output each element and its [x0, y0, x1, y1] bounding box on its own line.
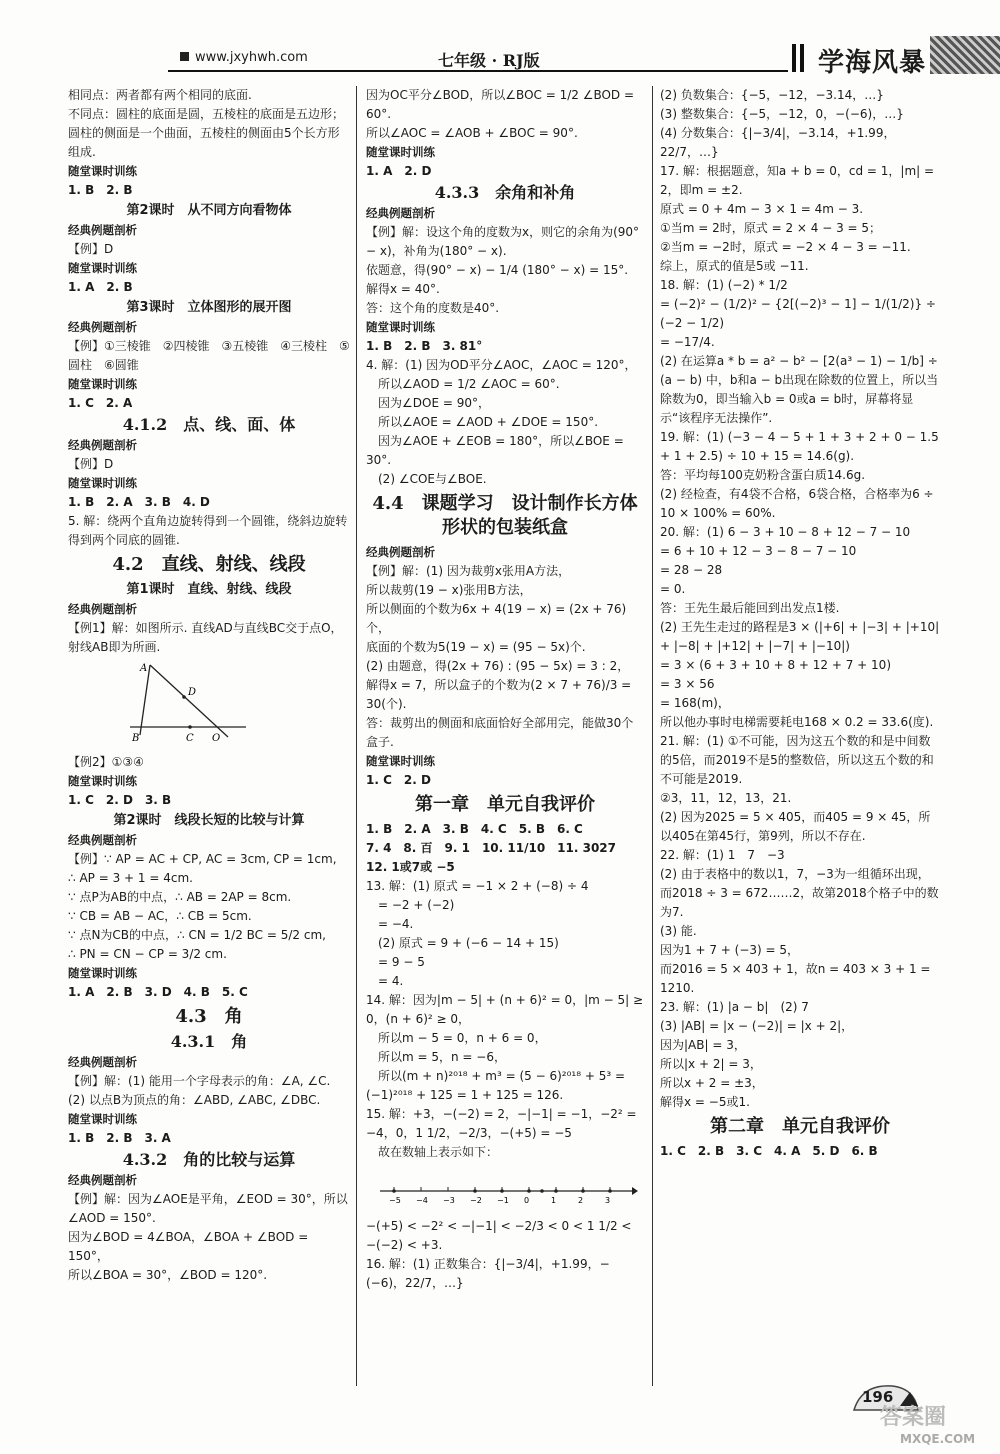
- answer-text: 【例1】解：如图所示. 直线AD与直线BC交于点O，射线AB即为所画.: [68, 621, 343, 654]
- answer-text: 综上，原式的值是5或 −11.: [660, 259, 809, 273]
- answer-text: 而2018 ÷ 3 = 672……2，故第2018个格子中的数为7.: [660, 886, 939, 919]
- number-line-label: −4: [416, 1196, 428, 1205]
- answer-text: 不同点：圆柱的底面是圆，五棱柱的底面是五边形；圆柱的侧面是一个曲面，五棱柱的侧面由5个长方形组成.: [68, 107, 345, 159]
- answer-text: 17. 解：根据题意，知a + b = 0，cd = 1，|m| = 2，即m = ±2.: [660, 164, 938, 197]
- watermark-logo: 答案圈: [880, 1405, 947, 1430]
- answer-key: 1. C 2. D: [366, 773, 431, 787]
- answer-text: 而2016 = 5 × 403 + 1，故n = 403 × 3 + 1 = 1210.: [660, 962, 935, 995]
- section-title: 4.3.3 余角和补角: [434, 183, 576, 202]
- answer-text: −(+5) < −2² < −|−1| < −2/3 < 0 < 1 1/2 < −(−2) < +3.: [366, 1219, 636, 1252]
- answer-text: (2) 在运算a * b = a² − b² − [2(a³ − 1) − 1/b] ÷ (a − b) 中，b和a − b出现在除数的位置上，所以当除数为0，即当输入b = 0或a = b时，屏幕将显示“该程序无法操作”.: [660, 354, 942, 425]
- answer-text: 解得x = 40°.: [366, 282, 440, 296]
- answer-text: (2) 由题意，得(2x + 76) : (95 − 5x) = 3 : 2，: [366, 659, 630, 673]
- answer-text: ∴ AP = 3 + 1 = 4cm.: [68, 871, 193, 885]
- answer-text: ①当m = 2时，原式 = 2 × 4 − 3 = 5；: [660, 221, 882, 235]
- section-label: 经典例题剖析: [68, 602, 137, 616]
- answer-text: 所以m − 5 = 0，n + 6 = 0，: [366, 1031, 547, 1045]
- lesson-title: 第2课时 线段长短的比较与计算: [113, 813, 305, 828]
- chapter-title: 4.2 直线、射线、线段: [112, 554, 306, 575]
- answer-column-3: [660, 86, 943, 1161]
- answer-text: 22. 解：(1) 1 7 −3: [660, 848, 785, 862]
- number-line-label: −1: [497, 1196, 509, 1205]
- section-label: 经典例题剖析: [68, 320, 137, 334]
- answer-text: = −17/4.: [660, 335, 715, 349]
- figure-point-label: D: [188, 687, 197, 698]
- answer-text: 【例】①三棱锥 ②四棱锥 ③五棱锥 ④三棱柱 ⑤圆柱 ⑥圆锥: [68, 339, 350, 372]
- answer-key: 1. A 2. B 3. D 4. B 5. C: [68, 985, 248, 999]
- figure-point-label: O: [212, 733, 221, 743]
- answer-text: = 168(m)，: [660, 696, 730, 710]
- header-rule: [168, 70, 788, 72]
- section-label: 随堂课时训练: [68, 261, 137, 275]
- answer-key: 12. 1或7或 −5: [366, 860, 455, 874]
- answer-text: 19. 解：(1) (−3 − 4 − 5 + 1 + 3 + 2 + 0 − 1.5 + 1 + 2.5) ÷ 10 + 15 = 14.6(g).: [660, 430, 943, 463]
- answer-text: (2) 由于表格中的数以1，7，−3为一组循环出现，: [660, 867, 930, 881]
- website-url: [180, 50, 308, 65]
- page-number: 196: [862, 1388, 894, 1406]
- answer-text: 因为1 + 7 + (−3) = 5，: [660, 943, 800, 957]
- figure-point-label: B: [132, 733, 140, 743]
- section-label: 经典例题剖析: [68, 223, 137, 237]
- section-label: 经典例题剖析: [366, 545, 435, 559]
- section-label: 经典例题剖析: [68, 1173, 137, 1187]
- answer-text: ②当m = −2时，原式 = −2 × 4 − 3 = −11.: [660, 240, 911, 254]
- section-label: 随堂课时训练: [68, 966, 137, 980]
- square-bullet-icon: [180, 52, 189, 61]
- answer-text: 原式 = 0 + 4m − 3 × 1 = 4m − 3.: [660, 202, 864, 216]
- answer-text: 解得x = −5或1.: [660, 1095, 750, 1109]
- number-line-point: [581, 1189, 585, 1193]
- answer-text: ∴ PN = CN − CP = 3/2 cm.: [68, 947, 227, 961]
- section-label: 随堂课时训练: [68, 164, 137, 178]
- answer-text: = −4.: [366, 917, 414, 931]
- answer-text: = −2 + (−2): [366, 898, 455, 912]
- answer-text: ∵ 点N为CB的中点，∴ CN = 1/2 BC = 5/2 cm,: [68, 928, 326, 942]
- answer-text: 因为∠BOD = 4∠BOA，∠BOA + ∠BOD = 150°，: [68, 1230, 313, 1263]
- chapter-title: 4.3 角: [175, 1006, 243, 1027]
- chapter-title: 第一章 单元自我评价: [415, 794, 595, 815]
- answer-text: 依题意，得(90° − x) − 1/4 (180° − x) = 15°.: [366, 263, 629, 277]
- section-title: 4.1.2 点、线、面、体: [122, 415, 296, 434]
- number-line-label: −3: [443, 1196, 455, 1205]
- brand-bars-icon: [792, 44, 810, 72]
- answer-text: 18. 解：(1) (−2) * 1/2: [660, 278, 788, 292]
- answer-text: (2) ∠COE与∠BOE.: [366, 472, 487, 486]
- answer-text: 所以(m + n)²⁰¹⁸ + m³ = (5 − 6)²⁰¹⁸ + 5³ = (−1)²⁰¹⁸ + 125 = 1 + 125 = 126.: [366, 1069, 629, 1102]
- answer-text: = 3 × (6 + 3 + 10 + 8 + 12 + 7 + 10): [660, 658, 891, 672]
- answer-text: 所以|x + 2| = 3，: [660, 1057, 762, 1071]
- section-label: 经典例题剖析: [68, 1055, 137, 1069]
- answer-text: (2) 原式 = 9 + (−6 − 14 + 15): [366, 936, 559, 950]
- answer-text: = 3 × 56: [660, 677, 715, 691]
- answer-text: 【例】D: [68, 242, 114, 256]
- answer-key: 7. 4 8. 百 9. 1 10. 11/10 11. 3027: [366, 841, 617, 855]
- section-label: 随堂课时训练: [366, 754, 435, 768]
- answer-text: ②3，11，12，13，21.: [660, 791, 792, 805]
- number-line-label: −5: [389, 1196, 401, 1205]
- answer-text: = 9 − 5: [366, 955, 425, 969]
- number-line-point: [540, 1189, 544, 1193]
- answer-text: 所以裁剪(19 − x)张用B方法，: [366, 583, 532, 597]
- number-line-point: [473, 1189, 477, 1193]
- chapter-title: 4.4 课题学习 设计制作长方体形状的包装纸盒: [372, 493, 638, 538]
- geometry-figure: [128, 661, 248, 743]
- brand-logo: 学海风暴: [818, 48, 927, 78]
- answer-text: 答：这个角的度数是40°.: [366, 301, 500, 315]
- website-text: www.jxyhwh.com: [195, 50, 308, 65]
- section-label: 经典例题剖析: [366, 206, 435, 220]
- section-label: 经典例题剖析: [68, 438, 137, 452]
- answer-text: (3) 能.: [660, 924, 697, 938]
- section-label: 随堂课时训练: [68, 476, 137, 490]
- corner-pattern: [930, 36, 1000, 74]
- section-label: 随堂课时训练: [366, 320, 435, 334]
- answer-text: 所以x + 2 = ±3，: [660, 1076, 764, 1090]
- answer-text: (2) 以点B为顶点的角：∠ABD, ∠ABC, ∠DBC.: [68, 1093, 321, 1107]
- answer-text: 16. 解：(1) 正数集合：{|−3/4|，+1.99，−(−6)，22/7，…}: [366, 1257, 610, 1290]
- answer-column-2: [366, 86, 647, 1293]
- column-divider: [652, 86, 653, 1386]
- lesson-title: 第2课时 从不同方向看物体: [126, 203, 292, 218]
- number-line-label: 2: [578, 1196, 584, 1205]
- answer-text: = 28 − 28: [660, 563, 723, 577]
- answer-key: 1. C 2. B 3. C 4. A 5. D 6. B: [660, 1144, 878, 1158]
- number-line-point: [608, 1189, 612, 1193]
- answer-text: 答：王先生最后能回到出发点1楼.: [660, 601, 840, 615]
- answer-key: 1. B 2. B 3. 81°: [366, 339, 483, 353]
- answer-text: 所以∠AOC = ∠AOB + ∠BOC = 90°.: [366, 126, 578, 140]
- section-label: 随堂课时训练: [68, 774, 137, 788]
- answer-text: 20. 解：(1) 6 − 3 + 10 − 8 + 12 − 7 − 10: [660, 525, 911, 539]
- answer-text: (2) 因为2025 = 5 × 405，而405 = 9 × 45，所以405在第45行，第9列，所以不存在.: [660, 810, 931, 843]
- number-line-label: 1: [551, 1196, 557, 1205]
- answer-text: (4) 分数集合：{|−3/4|，−3.14，+1.99，22/7，…}: [660, 126, 896, 159]
- number-line-point: [554, 1189, 558, 1193]
- answer-text: 【例】D: [68, 457, 114, 471]
- column-divider: [356, 86, 357, 1386]
- answer-text: 故在数轴上表示如下：: [366, 1145, 499, 1159]
- answer-text: = 6 + 10 + 12 − 3 − 8 − 7 − 10: [660, 544, 857, 558]
- answer-text: 底面的个数为5(19 − x) = (95 − 5x)个.: [366, 640, 586, 654]
- number-line-label: 0: [524, 1196, 530, 1205]
- answer-text: (2) 王先生走过的路程是3 × (|+6| + |−3| + |+10| + |−8| + |+12| + |−7| + |−10|): [660, 620, 943, 653]
- answer-text: 答：平均每100克奶粉含蛋白质14.6g.: [660, 468, 866, 482]
- answer-text: (2) 经检查，有4袋不合格，6袋合格，合格率为6 ÷ 10 × 100% = 60%.: [660, 487, 938, 520]
- answer-text: 解得x = 7，所以盒子的个数为(2 × 7 + 76)/3 = 30(个).: [366, 678, 636, 711]
- answer-text: 5. 解：绕两个直角边旋转得到一个圆锥，绕斜边旋转得到两个同底的圆锥.: [68, 514, 348, 547]
- answer-text: 因为|AB| = 3，: [660, 1038, 746, 1052]
- answer-text: 所以∠AOE = ∠AOD + ∠DOE = 150°.: [366, 415, 599, 429]
- answer-text: 因为∠DOE = 90°，: [366, 396, 490, 410]
- answer-text: 所以∠AOD = 1/2 ∠AOC = 60°.: [366, 377, 560, 391]
- section-label: 随堂课时训练: [68, 1112, 137, 1126]
- number-line-point: [392, 1189, 396, 1193]
- number-line: [376, 1165, 638, 1209]
- answer-key: 1. B 2. A 3. B 4. C 5. B 6. C: [366, 822, 583, 836]
- answer-text: 15. 解：+3，−(−2) = 2，−|−1| = −1，−2² = −4，0，1 1/2，−2/3，−(+5) = −5: [366, 1107, 641, 1140]
- answer-text: 23. 解：(1) |a − b| (2) 7: [660, 1000, 809, 1014]
- section-label: 随堂课时训练: [366, 145, 435, 159]
- answer-text: 相同点：两者都有两个相同的底面.: [68, 88, 252, 102]
- answer-key: 1. C 2. A: [68, 396, 133, 410]
- section-title: 4.3.2 角的比较与运算: [122, 1150, 296, 1169]
- answer-key: 1. B 2. B: [68, 183, 133, 197]
- answer-text: (2) 负数集合：{−5，−12，−3.14，…}: [660, 88, 884, 102]
- number-line-label: 3: [605, 1196, 611, 1205]
- answer-text: 【例2】①③④: [68, 755, 144, 769]
- grade-title: 七年级 · RJ版: [438, 51, 540, 70]
- answer-key: 1. B 2. A 3. B 4. D: [68, 495, 210, 509]
- answer-text: 答：裁剪出的侧面和底面恰好全部用完，能做30个盒子.: [366, 716, 634, 749]
- section-title: 4.3.1 角: [170, 1032, 248, 1051]
- answer-text: 【例】解：(1) 因为裁剪x张用A方法，: [366, 564, 571, 578]
- section-label: 随堂课时训练: [68, 377, 137, 391]
- section-label: 经典例题剖析: [68, 833, 137, 847]
- answer-text: 所以∠BOA = 30°，∠BOD = 120°.: [68, 1268, 268, 1282]
- answer-text: 因为OC平分∠BOD，所以∠BOC = 1/2 ∠BOD = 60°.: [366, 88, 638, 121]
- answer-text: 4. 解：(1) 因为OD平分∠AOC，∠AOC = 120°，: [366, 358, 637, 372]
- answer-key: 1. A 2. B: [68, 280, 133, 294]
- answer-text: ∵ 点P为AB的中点，∴ AB = 2AP = 8cm.: [68, 890, 292, 904]
- answer-text: 14. 解：因为|m − 5| + (n + 6)² = 0，|m − 5| ≥ 0，(n + 6)² ≥ 0，: [366, 993, 647, 1026]
- lesson-title: 第1课时 直线、射线、线段: [126, 582, 292, 597]
- answer-text: (3) |AB| = |x − (−2)| = |x + 2|，: [660, 1019, 854, 1033]
- answer-text: 所以m = 5，n = −6，: [366, 1050, 506, 1064]
- answer-text: 【例】∵ AP = AC + CP, AC = 3cm, CP = 1cm,: [68, 852, 337, 866]
- answer-key: 1. C 2. D 3. B: [68, 793, 172, 807]
- lesson-title: 第3课时 立体图形的展开图: [126, 300, 292, 315]
- figure-point-label: A: [140, 663, 148, 674]
- watermark-url: MXQE.COM: [900, 1432, 976, 1446]
- answer-text: = 4.: [366, 974, 404, 988]
- answer-text: = 0.: [660, 582, 686, 596]
- chapter-title: 第二章 单元自我评价: [710, 1116, 890, 1137]
- answer-column-1: [68, 86, 350, 1285]
- answer-text: ∵ CB = AB − AC，∴ CB = 5cm.: [68, 909, 252, 923]
- answer-key: 1. B 2. B 3. A: [68, 1131, 171, 1145]
- answer-text: = (−2)² − (1/2)² − {2[(−2)³ − 1] − 1/(1/2)} ÷ (−2 − 1/2): [660, 297, 940, 330]
- answer-text: 【例】解：(1) 能用一个字母表示的角：∠A, ∠C.: [68, 1074, 331, 1088]
- answer-text: 13. 解：(1) 原式 = −1 × 2 + (−8) ÷ 4: [366, 879, 589, 893]
- answer-text: (3) 整数集合：{−5，−12，0，−(−6)，…}: [660, 107, 904, 121]
- number-line-point: [500, 1189, 504, 1193]
- answer-text: 因为∠AOE + ∠EOB = 180°，所以∠BOE = 30°.: [366, 434, 628, 467]
- number-line-point: [527, 1189, 531, 1193]
- answer-text: 所以他办事时电梯需要耗电168 × 0.2 = 33.6(度).: [660, 715, 934, 729]
- answer-text: 【例】解：因为∠AOE是平角，∠EOD = 30°，所以∠AOD = 150°.: [68, 1192, 348, 1225]
- figure-point-label: C: [186, 733, 194, 743]
- answer-key: 1. A 2. D: [366, 164, 432, 178]
- page-header: [0, 0, 1000, 82]
- answer-text: 21. 解：(1) ①不可能，因为这五个数的和是中间数的5倍，而2019不是5的整数倍，所以这五个数的和不可能是2019.: [660, 734, 934, 786]
- number-line-label: −2: [470, 1196, 482, 1205]
- answer-text: 所以侧面的个数为6x + 4(19 − x) = (2x + 76)个，: [366, 602, 627, 635]
- answer-text: 【例】解：设这个角的度数为x，则它的余角为(90° − x)，补角为(180° − x).: [366, 225, 643, 258]
